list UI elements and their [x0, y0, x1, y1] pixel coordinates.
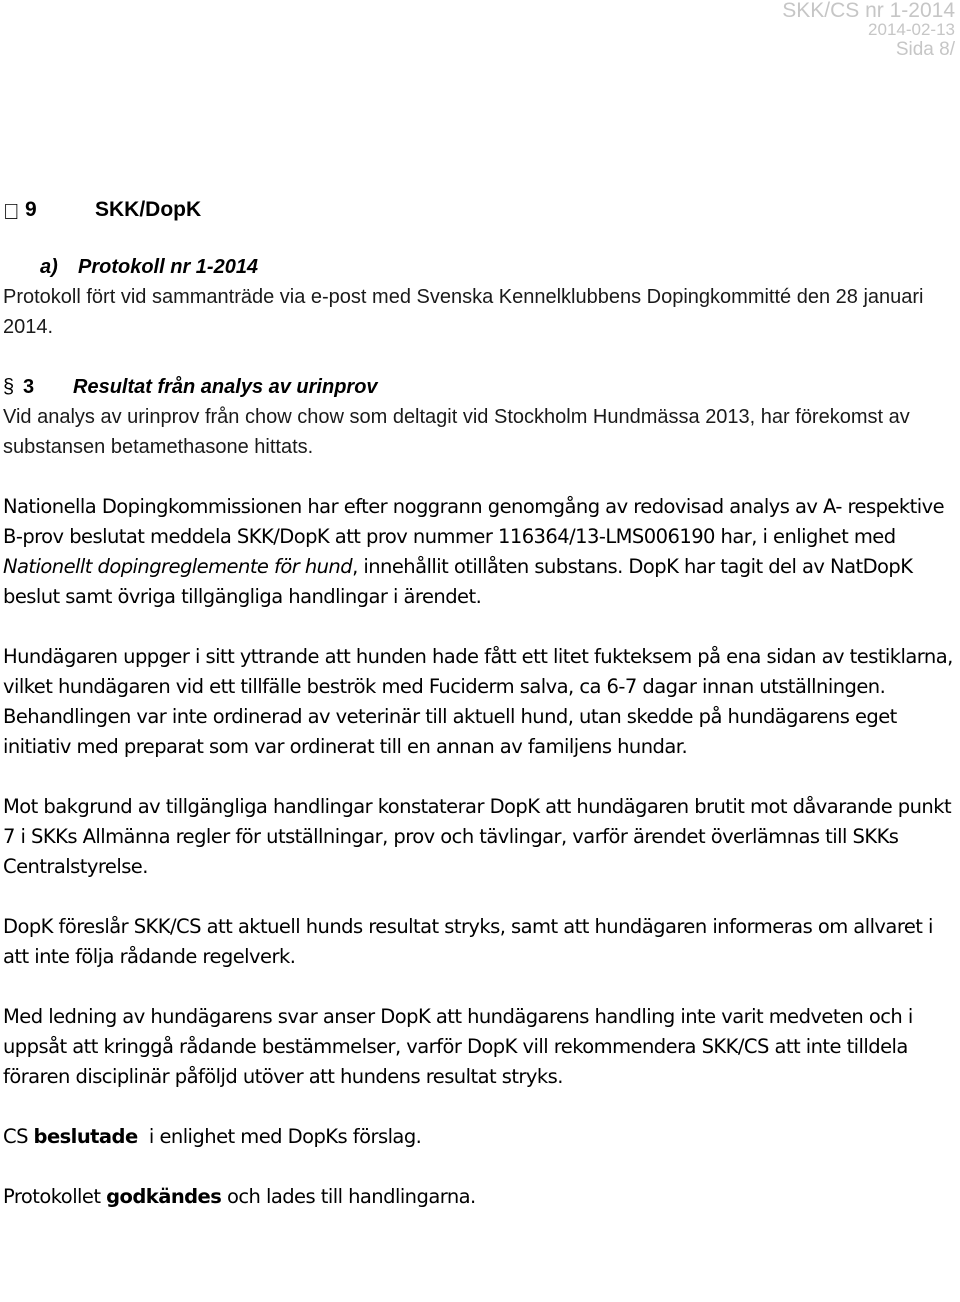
bullet-icon: [3, 197, 20, 227]
regulation-title: Nationellt dopingreglemente för hund: [3, 555, 353, 578]
item-text: Vid analys av urinprov från chow chow som deltagit vid Stockholm Hundmässa 2013, har förekomst av substansen betamethasone hittats.: [3, 406, 910, 458]
page-number: Sida 8/: [895, 39, 955, 60]
subsection-title: Protokoll nr 1-2014: [78, 256, 259, 278]
subsection-heading: [3, 252, 958, 282]
decision-line: CS beslutade i enlighet med DopKs förslag.: [3, 1125, 422, 1148]
subsection-intro: Protokoll fört vid sammanträde via e-post med Svenska Kennelklubbens Dopingkommitté den 28 januari 2014.: [3, 286, 924, 338]
section-title: SKK/DopK: [95, 198, 202, 221]
item-heading: [3, 372, 958, 402]
paragraph-recommendation: Med ledning av hundägarens svar anser DopK att hundägarens handling inte varit medveten och i uppsåt att kringgå rådande bestämmelser, varför DopK vill rekommendera SKK/CS att inte tilldela föraren disciplinär påföljd utöver att hundens resultat stryks.: [3, 1005, 913, 1088]
paragraph-proposal: DopK föreslår SKK/CS att aktuell hunds resultat stryks, samt att hundägaren informeras om allvaret i att inte följa rådande regelverk.: [3, 915, 933, 968]
document-body: [3, 193, 958, 1212]
item-number: 3: [23, 376, 35, 398]
paragraph-conclusion: Mot bakgrund av tillgängliga handlingar konstaterar DopK att hundägaren brutit mot dåvarande punkt 7 i SKKs Allmänna regler för utställningar, prov och tävlingar, varför ärendet överlämnas till SKKs Centralstyrelse.: [3, 795, 952, 878]
page-header: [782, 0, 955, 60]
decision-verb: beslutade: [33, 1125, 138, 1148]
subsection-letter: a): [40, 256, 58, 278]
item-title: Resultat från analys av urinprov: [73, 376, 378, 398]
approval-line: Protokollet godkändes och lades till handlingarna.: [3, 1185, 476, 1208]
section-heading: [3, 193, 958, 227]
document-date: 2014-02-13: [868, 20, 955, 39]
paragraph-decision-basis: Nationella Dopingkommissionen har efter noggrann genomgång av redovisad analys av A- respektive B-prov beslutat meddela SKK/DopK att prov nummer 116364/13-LMS006190 har, i enlighet med Nationellt dopingreglemente för hund, innehållit otillåten substans. DopK har tagit del av NatDopK beslut samt övriga tillgängliga handlingar i ärendet.: [3, 495, 945, 608]
approval-verb: godkändes: [106, 1185, 222, 1208]
paragraph-owner-statement: Hundägaren uppger i sitt yttrande att hunden hade fått ett litet fukteksem på ena sidan av testiklarna, vilket hundägaren vid ett tillfälle beströk med Fuciderm salva, ca 6-7 dagar innan utställningen. Behandlingen var inte ordinerad av veterinär till aktuell hund, utan skedde på hundägarens eget initiativ med preparat som var ordinerat till en annan av familjens hundar.: [3, 645, 953, 758]
document-code: SKK/CS nr 1-2014: [782, 0, 955, 22]
paragraph-symbol-icon: §: [3, 376, 15, 398]
section-number: 9: [3, 195, 95, 225]
